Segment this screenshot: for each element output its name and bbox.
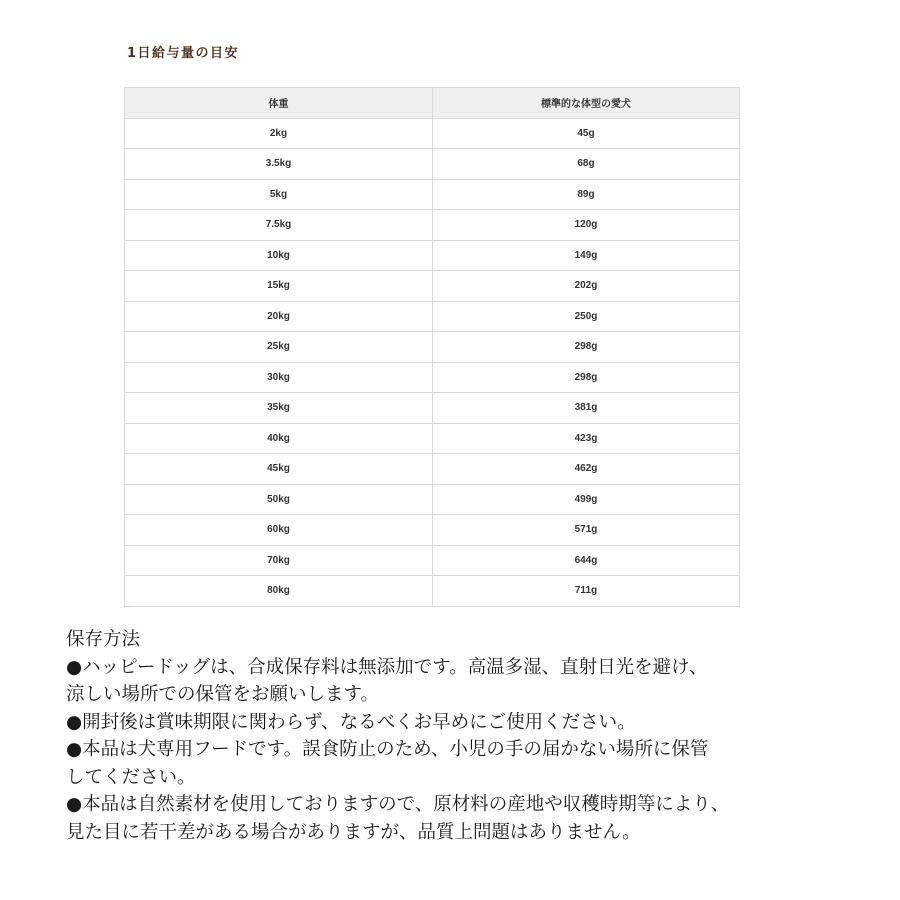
- amount-cell: 298g: [433, 332, 740, 363]
- storage-line: ●本品は自然素材を使用しておりますので、原材料の産地や収穫時期等により、: [66, 794, 730, 815]
- weight-cell: 20kg: [125, 301, 433, 332]
- amount-cell: 571g: [433, 515, 740, 546]
- feeding-table: [124, 87, 740, 607]
- weight-cell: 3.5kg: [125, 149, 433, 180]
- amount-cell: 120g: [433, 210, 740, 241]
- feeding-guide-title: 1日給与量の目安: [127, 46, 240, 61]
- amount-cell: 89g: [433, 179, 740, 210]
- table-row: [125, 423, 740, 454]
- weight-cell: 5kg: [125, 179, 433, 210]
- weight-cell: 50kg: [125, 484, 433, 515]
- table-row: [125, 332, 740, 363]
- storage-line: してください。: [66, 766, 196, 788]
- column-header-weight: 体重: [125, 88, 433, 119]
- table-row: [125, 576, 740, 607]
- amount-cell: 250g: [433, 301, 740, 332]
- table-row: [125, 545, 740, 576]
- weight-cell: 70kg: [125, 545, 433, 576]
- storage-line: 涼しい場所での保管をお願いします。: [66, 684, 380, 705]
- weight-cell: 7.5kg: [125, 210, 433, 241]
- weight-cell: 25kg: [125, 332, 433, 363]
- weight-cell: 80kg: [125, 576, 433, 607]
- amount-cell: 298g: [433, 362, 740, 393]
- amount-cell: 644g: [433, 545, 740, 576]
- amount-cell: 423g: [433, 423, 740, 454]
- weight-cell: 35kg: [125, 393, 433, 424]
- table-row: [125, 118, 740, 149]
- table-row: [125, 484, 740, 515]
- storage-line: 見た目に若干差がある場合がありますが、品質上問題はありません。: [66, 821, 641, 843]
- table-row: [125, 210, 740, 241]
- storage-line: ●ハッピードッグは、合成保存料は無添加です。高温多湿、直射日光を避け、: [66, 656, 708, 678]
- table-corner-divider: [124, 606, 133, 607]
- storage-heading: 保存方法: [66, 629, 141, 650]
- weight-cell: 2kg: [125, 118, 433, 149]
- amount-cell: 149g: [433, 240, 740, 271]
- table-row: [125, 362, 740, 393]
- amount-cell: 45g: [433, 118, 740, 149]
- table-row: [125, 179, 740, 210]
- column-header-amount: 標準的な体型の愛犬: [433, 88, 740, 119]
- amount-cell: 711g: [433, 576, 740, 607]
- storage-line: ●開封後は賞味期限に関わらず、なるべくお早めにご使用ください。: [66, 711, 636, 733]
- table-row: [125, 515, 740, 546]
- table-row: [125, 393, 740, 424]
- amount-cell: 68g: [433, 149, 740, 180]
- storage-notes: [66, 626, 866, 846]
- table-row: [125, 454, 740, 485]
- amount-cell: 462g: [433, 454, 740, 485]
- amount-cell: 499g: [433, 484, 740, 515]
- weight-cell: 15kg: [125, 271, 433, 302]
- table-row: [125, 271, 740, 302]
- weight-cell: 60kg: [125, 515, 433, 546]
- table-header-row: [125, 88, 740, 119]
- storage-line: ●本品は犬専用フードです。誤食防止のため、小児の手の届かない場所に保管: [66, 739, 709, 760]
- amount-cell: 381g: [433, 393, 740, 424]
- table-row: [125, 149, 740, 180]
- table-row: [125, 240, 740, 271]
- weight-cell: 45kg: [125, 454, 433, 485]
- amount-cell: 202g: [433, 271, 740, 302]
- table-row: [125, 301, 740, 332]
- weight-cell: 40kg: [125, 423, 433, 454]
- weight-cell: 30kg: [125, 362, 433, 393]
- weight-cell: 10kg: [125, 240, 433, 271]
